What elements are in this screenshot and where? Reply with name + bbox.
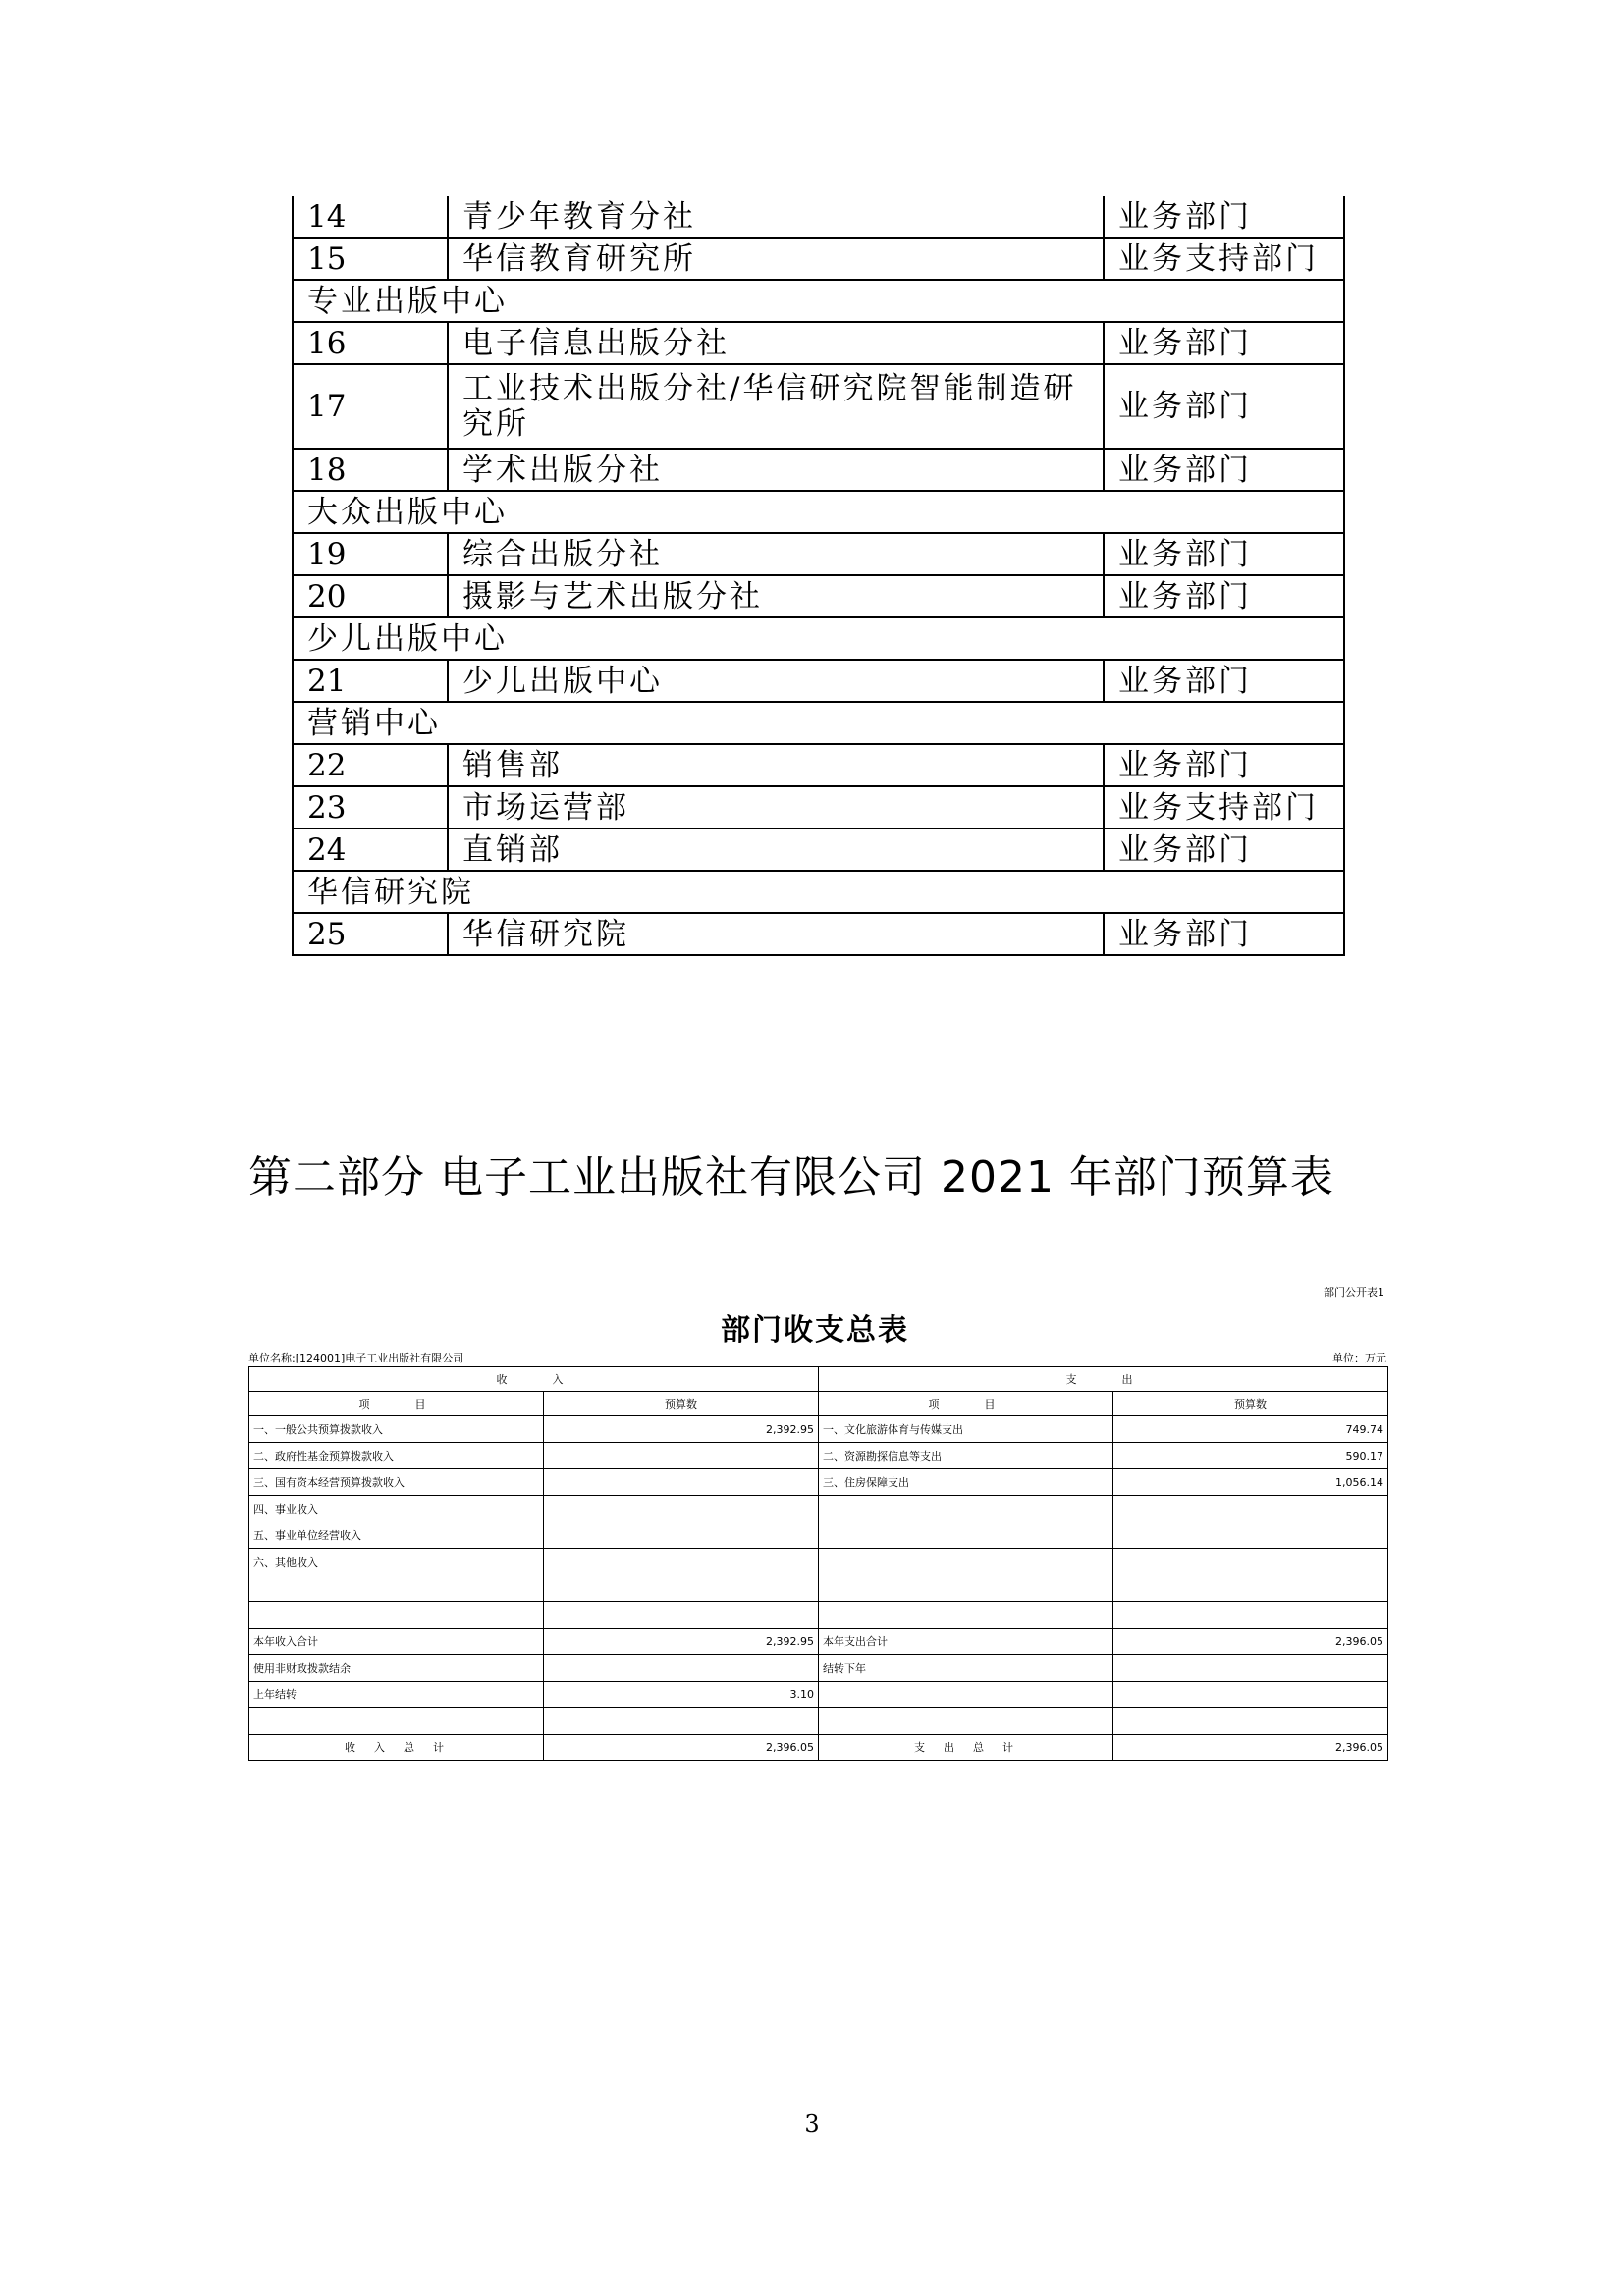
budget-subheader-row: [249, 1392, 1388, 1416]
department-type: 业务部门: [1104, 322, 1344, 364]
department-type: 业务部门: [1104, 196, 1344, 238]
income-amount: 2,392.95: [544, 1416, 819, 1443]
expense-total: 2,396.05: [1113, 1735, 1388, 1761]
expense-item-header: 项 目: [819, 1392, 1113, 1416]
department-type: 业务部门: [1104, 533, 1344, 575]
department-group-label: 专业出版中心: [293, 280, 1344, 322]
department-type: 业务支持部门: [1104, 238, 1344, 280]
expense-item: [819, 1708, 1113, 1735]
expense-item: 结转下年: [819, 1655, 1113, 1682]
department-name: 少儿出版中心: [448, 660, 1104, 702]
income-amount: [544, 1708, 819, 1735]
department-row: [293, 786, 1344, 828]
department-table-body: [293, 196, 1344, 955]
department-row: [293, 364, 1344, 449]
department-type: 业务部门: [1104, 744, 1344, 786]
income-item: 使用非财政拨款结余: [249, 1655, 544, 1682]
income-item: 上年结转: [249, 1682, 544, 1708]
department-group-row: [293, 617, 1344, 660]
income-item: 二、政府性基金预算拨款收入: [249, 1443, 544, 1469]
income-amount-header: 预算数: [544, 1392, 819, 1416]
unit-name: 单位名称:[124001]电子工业出版社有限公司: [248, 1352, 464, 1364]
income-item: [249, 1708, 544, 1735]
department-type: 业务部门: [1104, 449, 1344, 491]
department-name: 直销部: [448, 828, 1104, 871]
department-number: 19: [293, 533, 448, 575]
department-number: 24: [293, 828, 448, 871]
department-number: 15: [293, 238, 448, 280]
income-total-label: 收 入 总 计: [249, 1735, 544, 1761]
budget-row: [249, 1708, 1388, 1735]
department-type: 业务支持部门: [1104, 786, 1344, 828]
income-item: 四、事业收入: [249, 1496, 544, 1522]
income-total: 2,396.05: [544, 1735, 819, 1761]
income-amount: 3.10: [544, 1682, 819, 1708]
income-amount: 2,392.95: [544, 1629, 819, 1655]
department-type: 业务部门: [1104, 575, 1344, 617]
income-item: 三、国有资本经营预算拨款收入: [249, 1469, 544, 1496]
expense-item: [819, 1575, 1113, 1602]
income-amount: [544, 1575, 819, 1602]
expense-amount: [1113, 1575, 1388, 1602]
budget-summary-table: [248, 1366, 1388, 1761]
expense-amount-header: 预算数: [1113, 1392, 1388, 1416]
department-number: 21: [293, 660, 448, 702]
budget-row: [249, 1602, 1388, 1629]
department-row: [293, 196, 1344, 238]
department-group-row: [293, 871, 1344, 913]
department-row: [293, 744, 1344, 786]
expense-amount: 2,396.05: [1113, 1629, 1388, 1655]
department-number: 14: [293, 196, 448, 238]
expense-amount: 590.17: [1113, 1443, 1388, 1469]
budget-row: [249, 1629, 1388, 1655]
expense-item: [819, 1549, 1113, 1575]
department-name: 华信研究院: [448, 913, 1104, 955]
department-type: 业务部门: [1104, 364, 1344, 449]
department-name: 青少年教育分社: [448, 196, 1104, 238]
department-type: 业务部门: [1104, 660, 1344, 702]
form-number: 部门公开表1: [1324, 1286, 1384, 1299]
department-number: 17: [293, 364, 448, 449]
income-item: [249, 1602, 544, 1629]
department-number: 20: [293, 575, 448, 617]
department-row: [293, 913, 1344, 955]
expense-amount: [1113, 1708, 1388, 1735]
income-amount: [544, 1549, 819, 1575]
department-name: 学术出版分社: [448, 449, 1104, 491]
income-amount: [544, 1522, 819, 1549]
section-heading: 第二部分 电子工业出版社有限公司 2021 年部门预算表: [248, 1152, 1334, 1202]
department-group-label: 营销中心: [293, 702, 1344, 744]
department-row: [293, 660, 1344, 702]
budget-row: [249, 1575, 1388, 1602]
department-number: 16: [293, 322, 448, 364]
department-group-label: 华信研究院: [293, 871, 1344, 913]
expense-item: 二、资源勘探信息等支出: [819, 1443, 1113, 1469]
budget-row: [249, 1443, 1388, 1469]
income-amount: [544, 1602, 819, 1629]
department-name: 工业技术出版分社/华信研究院智能制造研究所: [448, 364, 1104, 449]
department-table: [292, 196, 1345, 956]
department-name: 综合出版分社: [448, 533, 1104, 575]
expense-amount: 749.74: [1113, 1416, 1388, 1443]
department-number: 25: [293, 913, 448, 955]
budget-row: [249, 1416, 1388, 1443]
expense-amount: 1,056.14: [1113, 1469, 1388, 1496]
department-row: [293, 322, 1344, 364]
department-type: 业务部门: [1104, 828, 1344, 871]
budget-row: [249, 1682, 1388, 1708]
income-item: 五、事业单位经营收入: [249, 1522, 544, 1549]
department-number: 22: [293, 744, 448, 786]
budget-total-row: [249, 1735, 1388, 1761]
department-row: [293, 533, 1344, 575]
expense-item: 本年支出合计: [819, 1629, 1113, 1655]
budget-row: [249, 1549, 1388, 1575]
expense-item: 一、文化旅游体育与传媒支出: [819, 1416, 1113, 1443]
income-item-header: 项 目: [249, 1392, 544, 1416]
department-name: 电子信息出版分社: [448, 322, 1104, 364]
unit-label: 单位：万元: [1332, 1352, 1386, 1364]
income-item: [249, 1575, 544, 1602]
expense-item: 三、住房保障支出: [819, 1469, 1113, 1496]
department-row: [293, 449, 1344, 491]
department-group-label: 大众出版中心: [293, 491, 1344, 533]
department-row: [293, 575, 1344, 617]
department-group-row: [293, 491, 1344, 533]
department-row: [293, 238, 1344, 280]
expense-item: [819, 1496, 1113, 1522]
budget-table-body: [249, 1367, 1388, 1761]
department-group-row: [293, 280, 1344, 322]
department-number: 23: [293, 786, 448, 828]
expense-item: [819, 1682, 1113, 1708]
income-amount: [544, 1443, 819, 1469]
expense-amount: [1113, 1549, 1388, 1575]
department-row: [293, 828, 1344, 871]
income-item: 本年收入合计: [249, 1629, 544, 1655]
income-item: 一、一般公共预算拨款收入: [249, 1416, 544, 1443]
expense-item: [819, 1522, 1113, 1549]
budget-table-title: 部门收支总表: [721, 1313, 909, 1348]
department-type: 业务部门: [1104, 913, 1344, 955]
budget-row: [249, 1522, 1388, 1549]
expense-header: 支 出: [819, 1367, 1388, 1392]
budget-row: [249, 1655, 1388, 1682]
page-number: 3: [804, 2110, 820, 2138]
department-name: 销售部: [448, 744, 1104, 786]
income-item: 六、其他收入: [249, 1549, 544, 1575]
expense-amount: [1113, 1682, 1388, 1708]
expense-amount: [1113, 1655, 1388, 1682]
department-name: 摄影与艺术出版分社: [448, 575, 1104, 617]
department-number: 18: [293, 449, 448, 491]
budget-row: [249, 1496, 1388, 1522]
budget-header-row: [249, 1367, 1388, 1392]
expense-amount: [1113, 1522, 1388, 1549]
income-amount: [544, 1655, 819, 1682]
department-group-label: 少儿出版中心: [293, 617, 1344, 660]
department-name: 华信教育研究所: [448, 238, 1104, 280]
department-name: 市场运营部: [448, 786, 1104, 828]
expense-amount: [1113, 1496, 1388, 1522]
expense-amount: [1113, 1602, 1388, 1629]
expense-total-label: 支 出 总 计: [819, 1735, 1113, 1761]
income-header: 收 入: [249, 1367, 819, 1392]
income-amount: [544, 1469, 819, 1496]
budget-row: [249, 1469, 1388, 1496]
income-amount: [544, 1496, 819, 1522]
department-group-row: [293, 702, 1344, 744]
expense-item: [819, 1602, 1113, 1629]
